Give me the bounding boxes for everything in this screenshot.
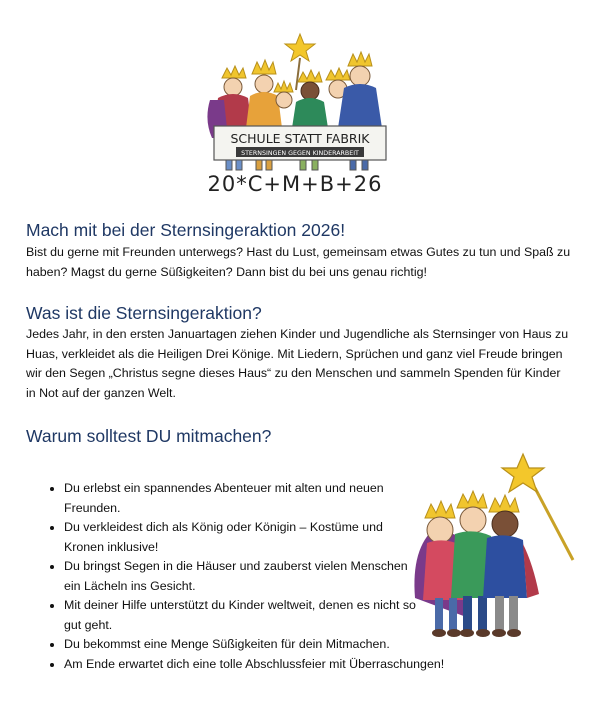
logo-banner-title: SCHULE STATT FABRIK bbox=[230, 131, 370, 146]
star-icon bbox=[285, 34, 315, 61]
list-item: • Du bekommst eine Menge Süßigkeiten für dein Mitmachen. bbox=[64, 635, 424, 655]
intro-paragraph: Bist du gerne mit Freunden unterwegs? Hast du Lust, gemeinsam etwas Gutes zu tun und Spaß zu haben? Magst du gerne Süßigkeiten? Dann bist du bei uns genau richtig! bbox=[26, 245, 571, 279]
list-item: • Du verkleidest dich als König oder Königin – Kostüme und Kronen inklusive! bbox=[64, 518, 424, 557]
list-item: • Du bringst Segen in die Häuser und zauberst vielen Menschen ein Lächeln ins Gesicht. bbox=[64, 557, 424, 596]
list-item: • Du erlebst ein spannendes Abenteuer mit alten und neuen Freunden. bbox=[64, 479, 424, 518]
heading-mitmachen: Mach mit bei der Sternsingeraktion 2026! bbox=[26, 220, 346, 240]
reasons-list bbox=[40, 479, 445, 674]
blessing-inscription: 20*C+M+B+26 bbox=[207, 172, 383, 196]
list-item: • Mit deiner Hilfe unterstützt du Kinder weltweit, denen es nicht so gut geht. bbox=[64, 596, 424, 635]
list-item: • Am Ende erwartet dich eine tolle Abschlussfeier mit Überraschungen! bbox=[64, 655, 424, 675]
logo-banner-subtitle: STERNSINGEN GEGEN KINDERARBEIT bbox=[241, 150, 359, 157]
heading-warum: Warum solltest DU mitmachen? bbox=[26, 426, 272, 446]
star-icon bbox=[502, 454, 544, 492]
heading-was-ist: Was ist die Sternsingeraktion? bbox=[26, 303, 262, 323]
description-paragraph: Jedes Jahr, in den ersten Januartagen ziehen Kinder und Jugendliche als Sternsinger von Haus zu Huas, verkleidet als die Heiligen Drei Könige. Mit Liedern, Sprüchen und ganz viel Freude bringen wir den Segen „Christus segne dieses Haus“ zu den Menschen und sammeln Spenden für Kinder in Not auf der ganzen Welt. bbox=[26, 327, 569, 400]
sternsinger-kids-illustration bbox=[405, 448, 585, 648]
